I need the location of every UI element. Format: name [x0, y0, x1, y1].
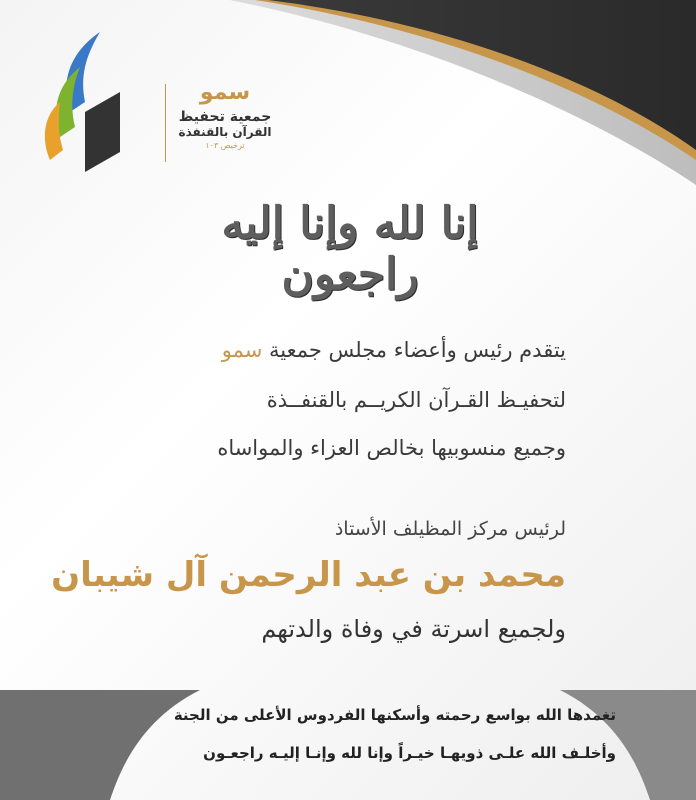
prayer-line1: تغمدها الله بواسع رحمته وأسكنها الفردوس الأعلى من الجنة: [173, 706, 616, 724]
logo-org-line1: جمعية تحفيظ: [178, 109, 272, 125]
verse-calligraphy: إنا لله وإنا إليه راجعون: [221, 198, 479, 300]
logo-emblem: [30, 22, 140, 172]
intro-line2: لتحفيـظ القـرآن الكريــم بالقنفــذة: [266, 388, 566, 412]
logo-separator: [165, 84, 166, 162]
intro-line1-text: يتقدم رئيس وأعضاء مجلس جمعية: [269, 338, 566, 362]
logo-brand: سمو: [199, 80, 251, 105]
intro-brand: سمو: [221, 338, 263, 362]
logo-license: ترخيص ١٠٣: [205, 141, 245, 150]
logo: [30, 22, 272, 172]
recipient-name: محمد بن عبد الرحمن آل شيبان: [51, 555, 566, 595]
recipient-title: لرئيس مركز المظيلف الأستاذ: [334, 518, 566, 540]
intro-line1: [222, 338, 566, 362]
intro-line3: وجميع منسوبيها بخالص العزاء والمواساه: [217, 436, 566, 460]
prayer-line2: وأخلـف الله علـى ذويهـا خيـراً وإنا لله وإنـا إليـه راجعـون: [203, 744, 616, 762]
logo-org-line2: القرآن بالقنفذة: [178, 125, 272, 139]
logo-text: [170, 80, 280, 150]
recipient-family: ولجميع اسرتة في وفاة والدتهم: [261, 615, 566, 643]
